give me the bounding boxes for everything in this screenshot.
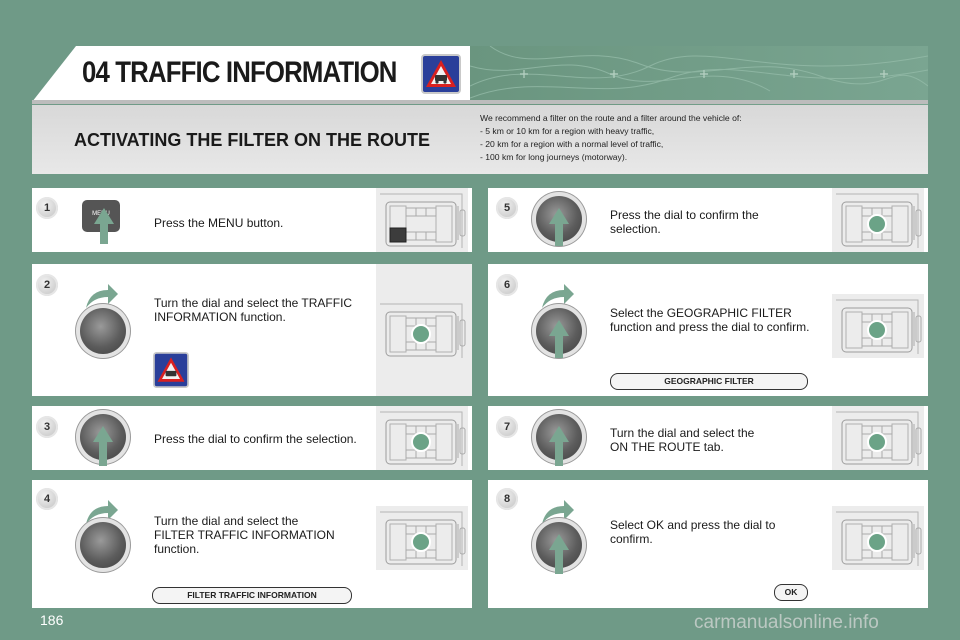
step-text-line: function and press the dial to confirm. (610, 320, 810, 334)
chapter-title: 04 TRAFFIC INFORMATION (82, 56, 397, 89)
radio-unit-illustration (832, 294, 924, 358)
up-arrow-icon (555, 440, 563, 466)
up-arrow-icon (93, 426, 113, 442)
step-badge-7: 7 (496, 416, 518, 438)
step-text-line: FILTER TRAFFIC INFORMATION (154, 528, 335, 542)
page-number: 186 (40, 612, 64, 628)
step-badge-2: 2 (36, 274, 58, 296)
recommendation-box (480, 112, 920, 172)
step-text-3 (154, 432, 357, 446)
step-badge-1: 1 (36, 197, 58, 219)
header-divider (32, 100, 928, 104)
step-badge-4: 4 (36, 488, 58, 510)
step-text-5 (610, 208, 759, 236)
radio-unit-illustration (376, 506, 468, 570)
up-arrow-icon (99, 440, 107, 466)
up-arrow-icon (555, 222, 563, 246)
step-text-line: Select OK and press the dial to (610, 518, 776, 532)
step-text-line: Press the MENU button. (154, 216, 284, 230)
step-text-line: function. (154, 542, 200, 556)
up-arrow-icon (100, 222, 108, 244)
step-badge-8: 8 (496, 488, 518, 510)
turn-arrow-icon (84, 282, 120, 310)
step-text-line: Select the GEOGRAPHIC FILTER (610, 306, 792, 320)
step-text-1 (154, 216, 283, 230)
step-text-line: Turn the dial and select the (610, 426, 755, 440)
recommendation-item: - 5 km or 10 km for a region with heavy traffic, (480, 126, 655, 136)
traffic-warning-icon (421, 54, 461, 94)
step-text-8 (610, 518, 775, 546)
radio-unit-illustration (376, 188, 468, 252)
radio-unit-illustration (376, 406, 468, 470)
step-text-line: ON THE ROUTE tab. (610, 440, 724, 454)
step-text-line: confirm. (610, 532, 653, 546)
step-text-line: Press the dial to confirm the (610, 208, 759, 222)
up-arrow-icon (549, 426, 569, 442)
section-title: ACTIVATING THE FILTER ON THE ROUTE (74, 130, 430, 150)
step-text-2 (154, 296, 352, 324)
up-arrow-icon (549, 208, 569, 224)
step-badge-5: 5 (496, 197, 518, 219)
up-arrow-icon (555, 334, 563, 358)
up-arrow-icon (549, 534, 569, 550)
recommendation-intro: We recommend a filter on the route and a filter around the vehicle of: (480, 113, 742, 123)
watermark: carmanualsonline.info (694, 612, 879, 633)
screen-label-ok: OK (774, 584, 808, 601)
recommendation-item: - 20 km for a region with a normal level of traffic, (480, 139, 664, 149)
radio-unit-illustration (832, 188, 924, 252)
header-map-pattern (470, 46, 928, 106)
turn-arrow-icon (540, 282, 576, 310)
step-text-6 (610, 306, 809, 334)
screen-label-filter-traffic-information: FILTER TRAFFIC INFORMATION (152, 587, 352, 604)
step-badge-3: 3 (36, 416, 58, 438)
radio-unit-illustration (832, 406, 924, 470)
radio-unit-illustration (376, 298, 468, 362)
step-text-line: Turn the dial and select the TRAFFIC (154, 296, 353, 310)
recommendation-item: - 100 km for long journeys (motorway). (480, 152, 628, 162)
up-arrow-icon (94, 208, 114, 224)
control-dial (80, 522, 126, 568)
step-text-7 (610, 426, 754, 454)
menu-button: MENU (82, 200, 120, 232)
step-text-line: selection. (610, 222, 661, 236)
radio-unit-illustration (832, 506, 924, 570)
step-badge-6: 6 (496, 274, 518, 296)
screen-label-geographic-filter: GEOGRAPHIC FILTER (610, 373, 808, 390)
step-text-line: INFORMATION function. (154, 310, 286, 324)
step-text-4 (154, 514, 335, 556)
step-text-line: Turn the dial and select the (154, 514, 299, 528)
step-text-line: Press the dial to confirm the selection. (154, 432, 357, 446)
up-arrow-icon (555, 548, 563, 574)
control-dial (80, 308, 126, 354)
traffic-warning-icon (152, 352, 190, 388)
up-arrow-icon (549, 320, 569, 336)
header-notch (32, 46, 76, 102)
